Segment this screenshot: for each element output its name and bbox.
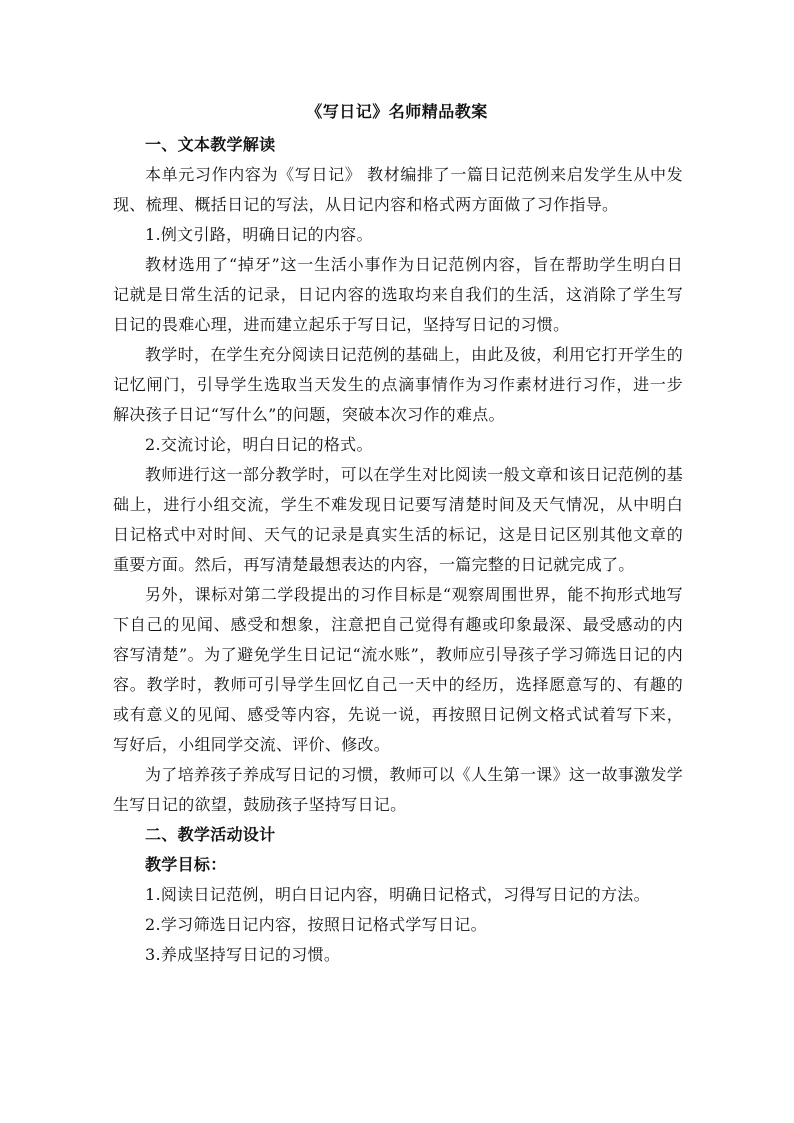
body-paragraph: 1.阅读日记范例，明白日记内容，明确日记格式，习得写日记的方法。: [145, 885, 650, 904]
body-paragraph: 3.养成坚持写日记的习惯。: [145, 945, 341, 964]
body-paragraph: 为了培养孩子养成写日记的习惯，教师可以《人生第一课》这一故事激发学生写日记的欲望，鼓励孩子坚持写日记。: [113, 765, 683, 814]
body-paragraph: 另外，课标对第二学段提出的习作目标是“观察周围世界，能不拘形式地写下自己的见闻、感受和想象，注意把自己觉得有趣或印象最深、最受感动的内容写清楚”。为了避免学生日记记“流水账”，教师应引导孩子学习筛选日记的内容。教学时，教师可引导学生回忆自己一天中的经历，选择愿意写的、有趣的或有意义的见闻、感受等内容，先说一说，再按照日记例文格式试着写下来，写好后，小组同学交流、评价、修改。: [113, 585, 683, 754]
section-heading: 一、文本教学解读: [145, 135, 276, 154]
section-heading: 教学目标：: [145, 855, 227, 874]
section-heading: 二、教学活动设计: [145, 825, 276, 844]
body-paragraph: 2.交流讨论，明白日记的格式。: [145, 435, 373, 454]
document-title: 《写日记》名师精品教案: [306, 102, 488, 121]
body-paragraph: 教学时，在学生充分阅读日记范例的基础上，由此及彼，利用它打开学生的记忆闸门，引导学生选取当天发生的点滴事情作为习作素材进行习作，进一步解决孩子日记“写什么”的问题，突破本次习作的难点。: [113, 345, 683, 424]
body-paragraph: 教材选用了“掉牙”这一生活小事作为日记范例内容，旨在帮助学生明白日记就是日常生活的记录，日记内容的选取均来自我们的生活，这消除了学生写日记的畏难心理，进而建立起乐于写日记，坚持写日记的习惯。: [113, 255, 683, 334]
document-body: [113, 130, 683, 970]
body-paragraph: 本单元习作内容为《写日记》 教材编排了一篇日记范例来启发学生从中发现、梳理、概括日记的写法，从日记内容和格式两方面做了习作指导。: [113, 165, 683, 214]
body-paragraph: 教师进行这一部分教学时，可以在学生对比阅读一般文章和该日记范例的基础上，进行小组交流，学生不难发现日记要写清楚时间及天气情况，从中明白日记格式中对时间、天气的记录是真实生活的标记，这是日记区别其他文章的重要方面。然后，再写清楚最想表达的内容，一篇完整的日记就完成了。: [113, 465, 683, 574]
body-paragraph: 2.学习筛选日记内容，按照日记格式学写日记。: [145, 915, 487, 934]
body-paragraph: 1.例文引路，明确日记的内容。: [145, 225, 373, 244]
